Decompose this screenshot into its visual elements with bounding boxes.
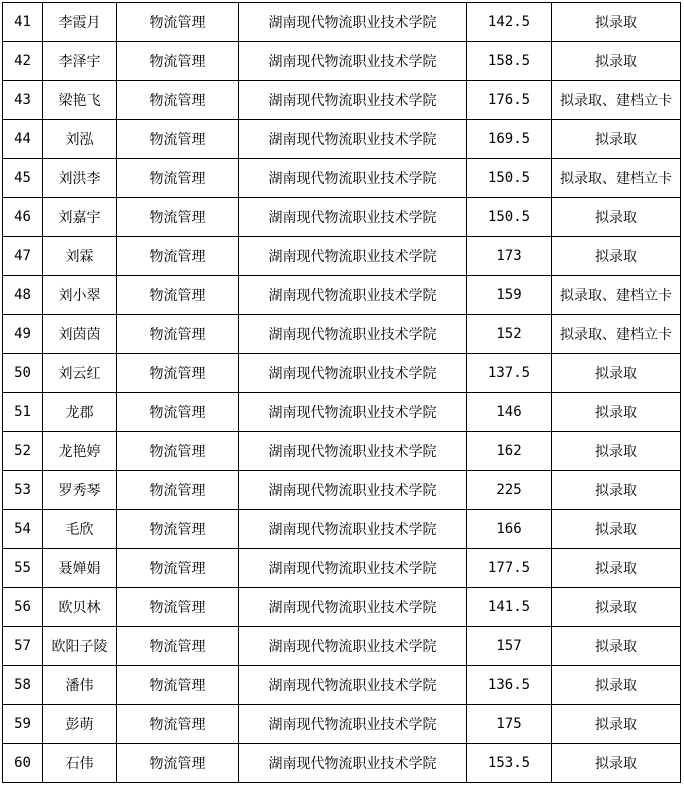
cell-score: 152	[467, 315, 552, 354]
table-body	[3, 3, 681, 783]
cell-result: 拟录取	[552, 549, 681, 588]
cell-score: 175	[467, 705, 552, 744]
cell-number: 60	[3, 744, 43, 783]
cell-result: 拟录取	[552, 588, 681, 627]
cell-school: 湖南现代物流职业技术学院	[239, 198, 467, 237]
cell-name: 刘洪李	[43, 159, 117, 198]
cell-number: 57	[3, 627, 43, 666]
cell-number: 51	[3, 393, 43, 432]
cell-score: 137.5	[467, 354, 552, 393]
table-row	[3, 198, 681, 237]
cell-major: 物流管理	[117, 3, 239, 42]
cell-result: 拟录取、建档立卡	[552, 81, 681, 120]
cell-major: 物流管理	[117, 276, 239, 315]
cell-name: 石伟	[43, 744, 117, 783]
table-row	[3, 276, 681, 315]
cell-result: 拟录取	[552, 120, 681, 159]
table-row	[3, 354, 681, 393]
cell-major: 物流管理	[117, 315, 239, 354]
cell-result: 拟录取、建档立卡	[552, 276, 681, 315]
cell-major: 物流管理	[117, 42, 239, 81]
cell-number: 46	[3, 198, 43, 237]
cell-number: 45	[3, 159, 43, 198]
cell-result: 拟录取	[552, 510, 681, 549]
table-row	[3, 744, 681, 783]
cell-score: 146	[467, 393, 552, 432]
cell-name: 毛欣	[43, 510, 117, 549]
cell-major: 物流管理	[117, 81, 239, 120]
admission-list-table	[2, 2, 681, 783]
cell-number: 48	[3, 276, 43, 315]
cell-name: 李霞月	[43, 3, 117, 42]
cell-number: 50	[3, 354, 43, 393]
cell-name: 欧阳子陵	[43, 627, 117, 666]
cell-school: 湖南现代物流职业技术学院	[239, 393, 467, 432]
table-row	[3, 549, 681, 588]
cell-major: 物流管理	[117, 588, 239, 627]
cell-score: 153.5	[467, 744, 552, 783]
table-row	[3, 588, 681, 627]
cell-school: 湖南现代物流职业技术学院	[239, 159, 467, 198]
cell-name: 龙郡	[43, 393, 117, 432]
cell-score: 225	[467, 471, 552, 510]
cell-major: 物流管理	[117, 744, 239, 783]
cell-result: 拟录取	[552, 237, 681, 276]
cell-major: 物流管理	[117, 120, 239, 159]
cell-school: 湖南现代物流职业技术学院	[239, 42, 467, 81]
cell-name: 刘云红	[43, 354, 117, 393]
cell-name: 刘茵茵	[43, 315, 117, 354]
cell-score: 136.5	[467, 666, 552, 705]
table-row	[3, 159, 681, 198]
cell-score: 158.5	[467, 42, 552, 81]
cell-number: 42	[3, 42, 43, 81]
cell-number: 56	[3, 588, 43, 627]
cell-name: 龙艳婷	[43, 432, 117, 471]
cell-score: 150.5	[467, 198, 552, 237]
cell-major: 物流管理	[117, 432, 239, 471]
table-row	[3, 42, 681, 81]
cell-result: 拟录取	[552, 354, 681, 393]
cell-major: 物流管理	[117, 471, 239, 510]
cell-major: 物流管理	[117, 237, 239, 276]
cell-school: 湖南现代物流职业技术学院	[239, 315, 467, 354]
cell-number: 58	[3, 666, 43, 705]
cell-name: 欧贝林	[43, 588, 117, 627]
cell-name: 刘泓	[43, 120, 117, 159]
cell-number: 44	[3, 120, 43, 159]
table-row	[3, 120, 681, 159]
cell-major: 物流管理	[117, 393, 239, 432]
cell-major: 物流管理	[117, 705, 239, 744]
cell-result: 拟录取、建档立卡	[552, 159, 681, 198]
cell-name: 刘嘉宇	[43, 198, 117, 237]
table-row	[3, 510, 681, 549]
cell-major: 物流管理	[117, 549, 239, 588]
cell-major: 物流管理	[117, 198, 239, 237]
cell-school: 湖南现代物流职业技术学院	[239, 237, 467, 276]
cell-school: 湖南现代物流职业技术学院	[239, 3, 467, 42]
table-row	[3, 432, 681, 471]
table-row	[3, 627, 681, 666]
cell-name: 潘伟	[43, 666, 117, 705]
cell-score: 166	[467, 510, 552, 549]
table-row	[3, 666, 681, 705]
cell-school: 湖南现代物流职业技术学院	[239, 120, 467, 159]
cell-result: 拟录取	[552, 705, 681, 744]
cell-number: 54	[3, 510, 43, 549]
cell-school: 湖南现代物流职业技术学院	[239, 744, 467, 783]
cell-major: 物流管理	[117, 666, 239, 705]
cell-score: 150.5	[467, 159, 552, 198]
cell-school: 湖南现代物流职业技术学院	[239, 510, 467, 549]
cell-result: 拟录取	[552, 471, 681, 510]
cell-name: 罗秀琴	[43, 471, 117, 510]
cell-score: 176.5	[467, 81, 552, 120]
cell-school: 湖南现代物流职业技术学院	[239, 627, 467, 666]
cell-major: 物流管理	[117, 510, 239, 549]
cell-score: 142.5	[467, 3, 552, 42]
table-row	[3, 393, 681, 432]
cell-name: 彭萌	[43, 705, 117, 744]
cell-name: 李泽宇	[43, 42, 117, 81]
cell-school: 湖南现代物流职业技术学院	[239, 276, 467, 315]
cell-school: 湖南现代物流职业技术学院	[239, 81, 467, 120]
table-row	[3, 81, 681, 120]
cell-result: 拟录取	[552, 198, 681, 237]
cell-school: 湖南现代物流职业技术学院	[239, 705, 467, 744]
cell-score: 141.5	[467, 588, 552, 627]
cell-school: 湖南现代物流职业技术学院	[239, 432, 467, 471]
cell-number: 41	[3, 3, 43, 42]
cell-school: 湖南现代物流职业技术学院	[239, 588, 467, 627]
cell-score: 169.5	[467, 120, 552, 159]
table-row	[3, 3, 681, 42]
cell-major: 物流管理	[117, 354, 239, 393]
cell-score: 173	[467, 237, 552, 276]
cell-score: 162	[467, 432, 552, 471]
cell-score: 157	[467, 627, 552, 666]
cell-result: 拟录取、建档立卡	[552, 315, 681, 354]
table-row	[3, 237, 681, 276]
cell-school: 湖南现代物流职业技术学院	[239, 666, 467, 705]
cell-name: 梁艳飞	[43, 81, 117, 120]
cell-number: 55	[3, 549, 43, 588]
cell-number: 49	[3, 315, 43, 354]
table-row	[3, 315, 681, 354]
cell-score: 159	[467, 276, 552, 315]
cell-result: 拟录取	[552, 3, 681, 42]
cell-school: 湖南现代物流职业技术学院	[239, 471, 467, 510]
cell-number: 59	[3, 705, 43, 744]
cell-school: 湖南现代物流职业技术学院	[239, 354, 467, 393]
table-row	[3, 705, 681, 744]
cell-name: 刘霖	[43, 237, 117, 276]
table-row	[3, 471, 681, 510]
cell-number: 47	[3, 237, 43, 276]
cell-score: 177.5	[467, 549, 552, 588]
cell-number: 53	[3, 471, 43, 510]
cell-result: 拟录取	[552, 42, 681, 81]
cell-result: 拟录取	[552, 666, 681, 705]
cell-result: 拟录取	[552, 393, 681, 432]
cell-result: 拟录取	[552, 627, 681, 666]
cell-major: 物流管理	[117, 159, 239, 198]
cell-name: 聂婵娟	[43, 549, 117, 588]
cell-name: 刘小翠	[43, 276, 117, 315]
cell-number: 43	[3, 81, 43, 120]
cell-result: 拟录取	[552, 432, 681, 471]
cell-major: 物流管理	[117, 627, 239, 666]
cell-result: 拟录取	[552, 744, 681, 783]
cell-number: 52	[3, 432, 43, 471]
cell-school: 湖南现代物流职业技术学院	[239, 549, 467, 588]
